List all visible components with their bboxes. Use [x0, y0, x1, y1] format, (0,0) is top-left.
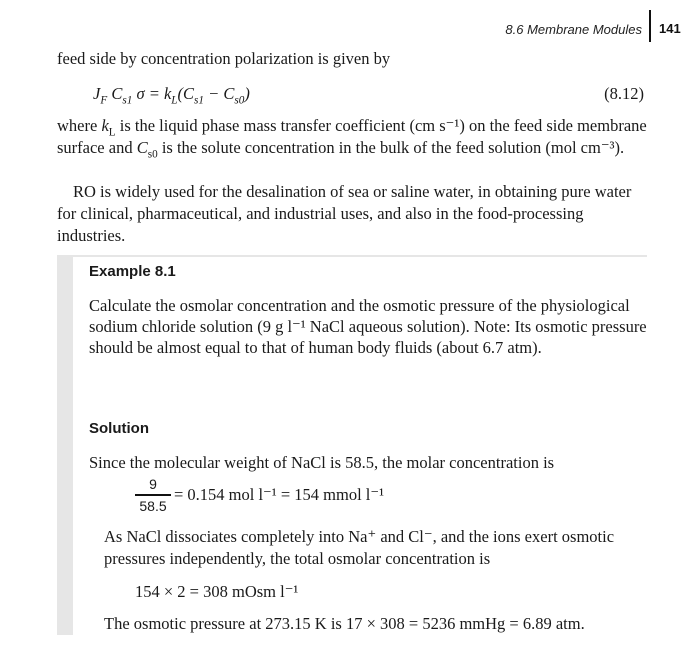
ro-paragraph: RO is widely used for the desalination of sea or saline water, in obtaining pure water for clinical, pharmaceutical, and industrial uses, and also in the food-processing industries.	[57, 182, 632, 245]
final-result: The osmotic pressure at 273.15 K is 17 × 308 = 5236 mmHg = 6.89 atm.	[104, 614, 585, 633]
intro-text: feed side by concentration polarization is given by	[57, 49, 391, 68]
fraction-bar	[135, 494, 171, 496]
where-text: is the liquid phase mass transfer coefficient (cm s⁻¹) on the feed side membrane surface and	[57, 116, 647, 157]
example-problem: Calculate the osmolar concentration and the osmotic pressure of the physiological sodium chloride solution (9 g l⁻¹ NaCl aqueous solution). Note: Its osmotic pressure should be almost equal to that of human body fluids (about 6.7 atm).	[89, 296, 647, 357]
equation-8-12: $J_F$ $C_{s1}$ $\sigma = k_L(C_{s1} - C_{s0})$	[93, 84, 250, 107]
example-box-sidebar	[57, 255, 73, 635]
fraction-denominator: 58.5	[139, 497, 167, 514]
fraction-numerator: 9	[149, 476, 157, 492]
page-number: 141	[659, 21, 681, 36]
header-divider	[649, 10, 651, 42]
example-title: Example 8.1	[89, 263, 176, 280]
solution-line-1: Since the molecular weight of NaCl is 58.5, the molar concentration is	[89, 453, 555, 472]
section-title: 8.6 Membrane Modules	[505, 22, 642, 37]
equation-number: (8.12)	[604, 84, 644, 103]
example-box-top-rule	[57, 255, 647, 257]
fraction-result: = 0.154 mol l⁻¹ = 154 mmol l⁻¹	[174, 485, 385, 504]
where-paragraph: where $k_L$ is the liquid phase mass transfer coefficient (cm s⁻¹) on the feed side membrane surface and $C_{s0}$ is the solute concentration in the bulk of the feed solution (mol cm⁻³).	[57, 116, 647, 161]
solution-title: Solution	[89, 420, 149, 437]
fraction	[135, 476, 171, 514]
dissociation-text: As NaCl dissociates completely into Na⁺ and Cl⁻, and the ions exert osmotic pressures independently, the total osmolar concentration is	[104, 527, 615, 568]
running-header	[0, 10, 700, 42]
multiplication: 154 × 2 = 308 mOsm l⁻¹	[135, 582, 299, 601]
where-text-2: is the solute concentration in the bulk of the feed solution (mol cm⁻³).	[161, 138, 625, 157]
